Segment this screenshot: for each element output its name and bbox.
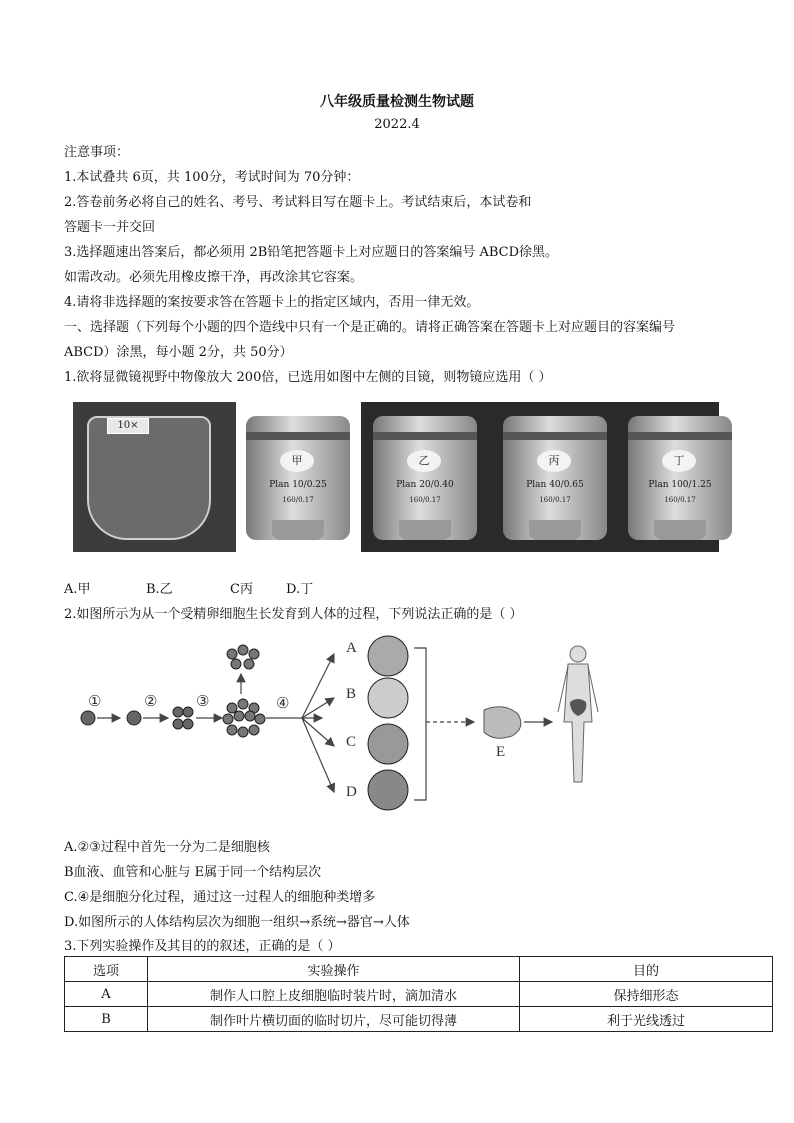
two-cell-stage xyxy=(127,711,141,725)
step-label-3: ③ xyxy=(196,694,210,710)
branch-label-c: C xyxy=(346,734,357,750)
step-label-4: ④ xyxy=(276,696,290,712)
eyepiece-image xyxy=(73,402,236,552)
question-1-options xyxy=(64,578,313,597)
table-cell: B xyxy=(65,1007,148,1032)
objective-spec: Plan 10/0.25 xyxy=(269,480,327,490)
development-diagram xyxy=(64,632,624,832)
objective-spec: Plan 40/0.65 xyxy=(526,480,584,490)
question-2-option: C.④是细胞分化过程，通过这一过程人的细胞种类增多 xyxy=(64,890,376,905)
question-3-stem: 3.下列实验操作及其目的的叙述，正确的是（ ） xyxy=(64,939,341,954)
objective-ring xyxy=(503,432,607,440)
eyepiece-cup xyxy=(87,416,211,540)
tissue-d xyxy=(368,770,408,810)
objective-lens-yi xyxy=(363,402,488,552)
objective-spec: Plan 100/1.25 xyxy=(648,480,712,490)
notice-item: 3.选择题速出答案后，都必须用 2B铅笔把答题卡上对应题日的答案编号 ABCD徐黑。 xyxy=(64,245,559,260)
notice-item: 答题卡一并交回 xyxy=(64,220,156,235)
cell-mass xyxy=(223,699,265,737)
branch-label-b: B xyxy=(346,686,357,702)
page-title: 八年级质量检测生物试题 xyxy=(320,94,474,110)
notice-item: 1.本试叠共 6页，共 100分，考试时间为 70分钟： xyxy=(64,170,360,185)
branch-label-d: D xyxy=(346,784,357,800)
question-1-stem: 1.欲将显微镜视野中物像放大 200倍，已选用如图中左侧的目镜，则物镜应选用（ ） xyxy=(64,370,552,385)
objective-spec: Plan 20/0.40 xyxy=(396,480,454,490)
objective-nose xyxy=(654,520,706,540)
objective-ring xyxy=(628,432,732,440)
tissue-b xyxy=(368,678,408,718)
question-2-stem: 2.如图所示为从一个受精卵细胞生长发育到人体的过程，下列说法正确的是（ ） xyxy=(64,607,523,622)
eyepiece-mark: 10× xyxy=(107,418,149,434)
organ-label-e: E xyxy=(496,744,506,760)
notice-item: 2.答卷前务必将自己的姓名、考号、考试料目写在题卡上。考试结束后，本试卷和 xyxy=(64,195,532,210)
development-diagram-drawing xyxy=(64,632,624,832)
zygote-cell xyxy=(81,711,95,725)
step-label-2: ② xyxy=(144,694,158,710)
objective-lens-bing xyxy=(493,402,618,552)
objective-lens-jia xyxy=(236,402,361,552)
option-d: D.丁 xyxy=(286,582,314,597)
tissue-a xyxy=(368,636,408,676)
objective-mark: 乙 xyxy=(407,450,441,472)
notice-item: 4.请将非选择题的案按要求答在答题卡上的指定区域内，否用一律无效。 xyxy=(64,295,480,310)
objective-mark: 丁 xyxy=(662,450,696,472)
objective-ring xyxy=(373,432,477,440)
objective-lens-ding xyxy=(618,402,743,552)
step-label-1: ① xyxy=(88,694,102,710)
notice-item: 如需改动。必须先用橡皮擦干净，再改涂其它容案。 xyxy=(64,270,364,285)
objective-nose xyxy=(399,520,451,540)
objective-nose xyxy=(529,520,581,540)
column-header: 选项 xyxy=(65,957,148,982)
table-header-row xyxy=(65,957,773,982)
table-cell: 保持细形态 xyxy=(520,982,773,1007)
section-heading-cont: ABCD）涂黑，每小题 2分，共 50分） xyxy=(64,345,293,360)
objective-spec-sub: 160/0.17 xyxy=(282,496,314,504)
column-header: 实验操作 xyxy=(148,957,520,982)
question-2-option: A.②③过程中首先一分为二是细胞核 xyxy=(64,840,270,855)
column-header: 目的 xyxy=(520,957,773,982)
section-heading: 一、选择题（下列每个小题的四个造线中只有一个是正确的。请将正确答案在答题卡上对应题目的容案编号 xyxy=(64,320,676,335)
table-cell: 利于光线透过 xyxy=(520,1007,773,1032)
experiment-table xyxy=(64,956,773,1032)
objective-spec-sub: 160/0.17 xyxy=(664,496,696,504)
exam-date: 2022.4 xyxy=(374,117,420,132)
objective-spec-sub: 160/0.17 xyxy=(539,496,571,504)
table-cell: 制作叶片横切面的临时切片，尽可能切得薄 xyxy=(148,1007,520,1032)
question-2-option: D.如图所示的人体结构层次为细胞一组织→系统→器官→人体 xyxy=(64,915,410,930)
option-a: A.甲 xyxy=(64,582,91,597)
table-row xyxy=(65,1007,773,1032)
option-c: C丙 xyxy=(230,582,253,597)
option-b: B.乙 xyxy=(146,582,173,597)
branch-label-a: A xyxy=(346,640,357,656)
tissue-c xyxy=(368,724,408,764)
notice-heading: 注意事项： xyxy=(64,145,130,160)
organ-stomach xyxy=(484,707,521,738)
table-cell: A xyxy=(65,982,148,1007)
cell-cluster-top xyxy=(227,645,259,669)
microscope-lens-figure xyxy=(73,402,719,552)
objective-spec-sub: 160/0.17 xyxy=(409,496,441,504)
objective-mark: 甲 xyxy=(280,450,314,472)
table-row xyxy=(65,982,773,1007)
objective-nose xyxy=(272,520,324,540)
objective-mark: 丙 xyxy=(537,450,571,472)
table-cell: 制作人口腔上皮细胞临时装片时，滴加清水 xyxy=(148,982,520,1007)
question-2-option: B血液、血管和心脏与 E属于同一个结构层次 xyxy=(64,865,322,880)
objective-ring xyxy=(246,432,350,440)
